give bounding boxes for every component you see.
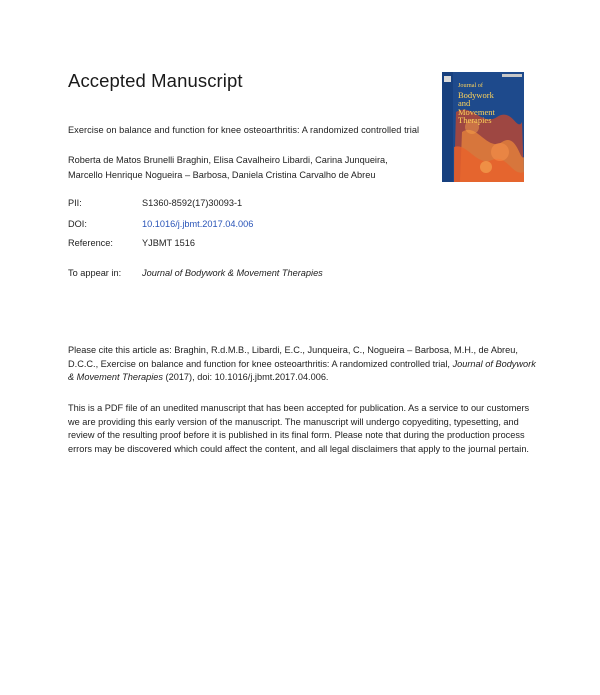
citation-journal: Journal of Bodywork & Movement Therapies (68, 358, 536, 382)
article-title: Exercise on balance and function for knee osteoarthritis: A randomized controlled trial (68, 125, 420, 135)
author-line-2: Marcello Henrique Nogueira – Barbosa, Daniela Cristina Carvalho de Abreu (68, 170, 376, 180)
journal-cover-image (442, 72, 524, 182)
cover-journal-line1: Bodywork (458, 89, 494, 100)
reference-label: Reference: (68, 238, 113, 248)
disclaimer-paragraph: This is a PDF file of an unedited manuscript that has been accepted for publication. As a service to our customers we are providing this early version of the manuscript. The manuscript will undergo copyediting, typesetting, and review of the resulting proof before it is published in its final form. Please note that during the production process errors may be discovered which could affect the content, and all legal disclaimers that apply to the journal pertain. (68, 403, 530, 454)
appear-in-label: To appear in: (68, 268, 122, 278)
doi-label: DOI: (68, 219, 87, 229)
doi-link[interactable]: 10.1016/j.jbmt.2017.04.006 (142, 219, 254, 229)
cover-journal-line3: Movement (458, 106, 495, 117)
citation-text: Please cite this article as: Braghin, R.d.M.B., Libardi, E.C., Junqueira, C., Nogueira – Barbosa, M.H., de Abreu, D.C.C., Exercise on balance and function for knee osteoarthritis: A randomized controlled trial, (68, 345, 518, 369)
cover-journal-line4: Therapies (458, 115, 492, 126)
cover-journal-title (458, 82, 522, 125)
author-line-1: Roberta de Matos Brunelli Braghin, Elisa Cavalheiro Libardi, Carina Junqueira, (68, 155, 388, 165)
appear-in-journal: Journal of Bodywork & Movement Therapies (142, 268, 323, 278)
pii-label: PII: (68, 198, 82, 208)
cover-journal-line2: and (458, 98, 471, 109)
citation-doi: (2017), doi: 10.1016/j.jbmt.2017.04.006. (165, 372, 329, 382)
author-list (68, 153, 388, 183)
page-heading: Accepted Manuscript (68, 70, 243, 91)
reference-value: YJBMT 1516 (142, 238, 195, 248)
doi-value[interactable] (142, 219, 253, 229)
pii-value: S1360-8592(17)30093-1 (142, 198, 243, 208)
citation-paragraph (68, 344, 538, 385)
cover-journal-lead: Journal of (458, 82, 483, 89)
